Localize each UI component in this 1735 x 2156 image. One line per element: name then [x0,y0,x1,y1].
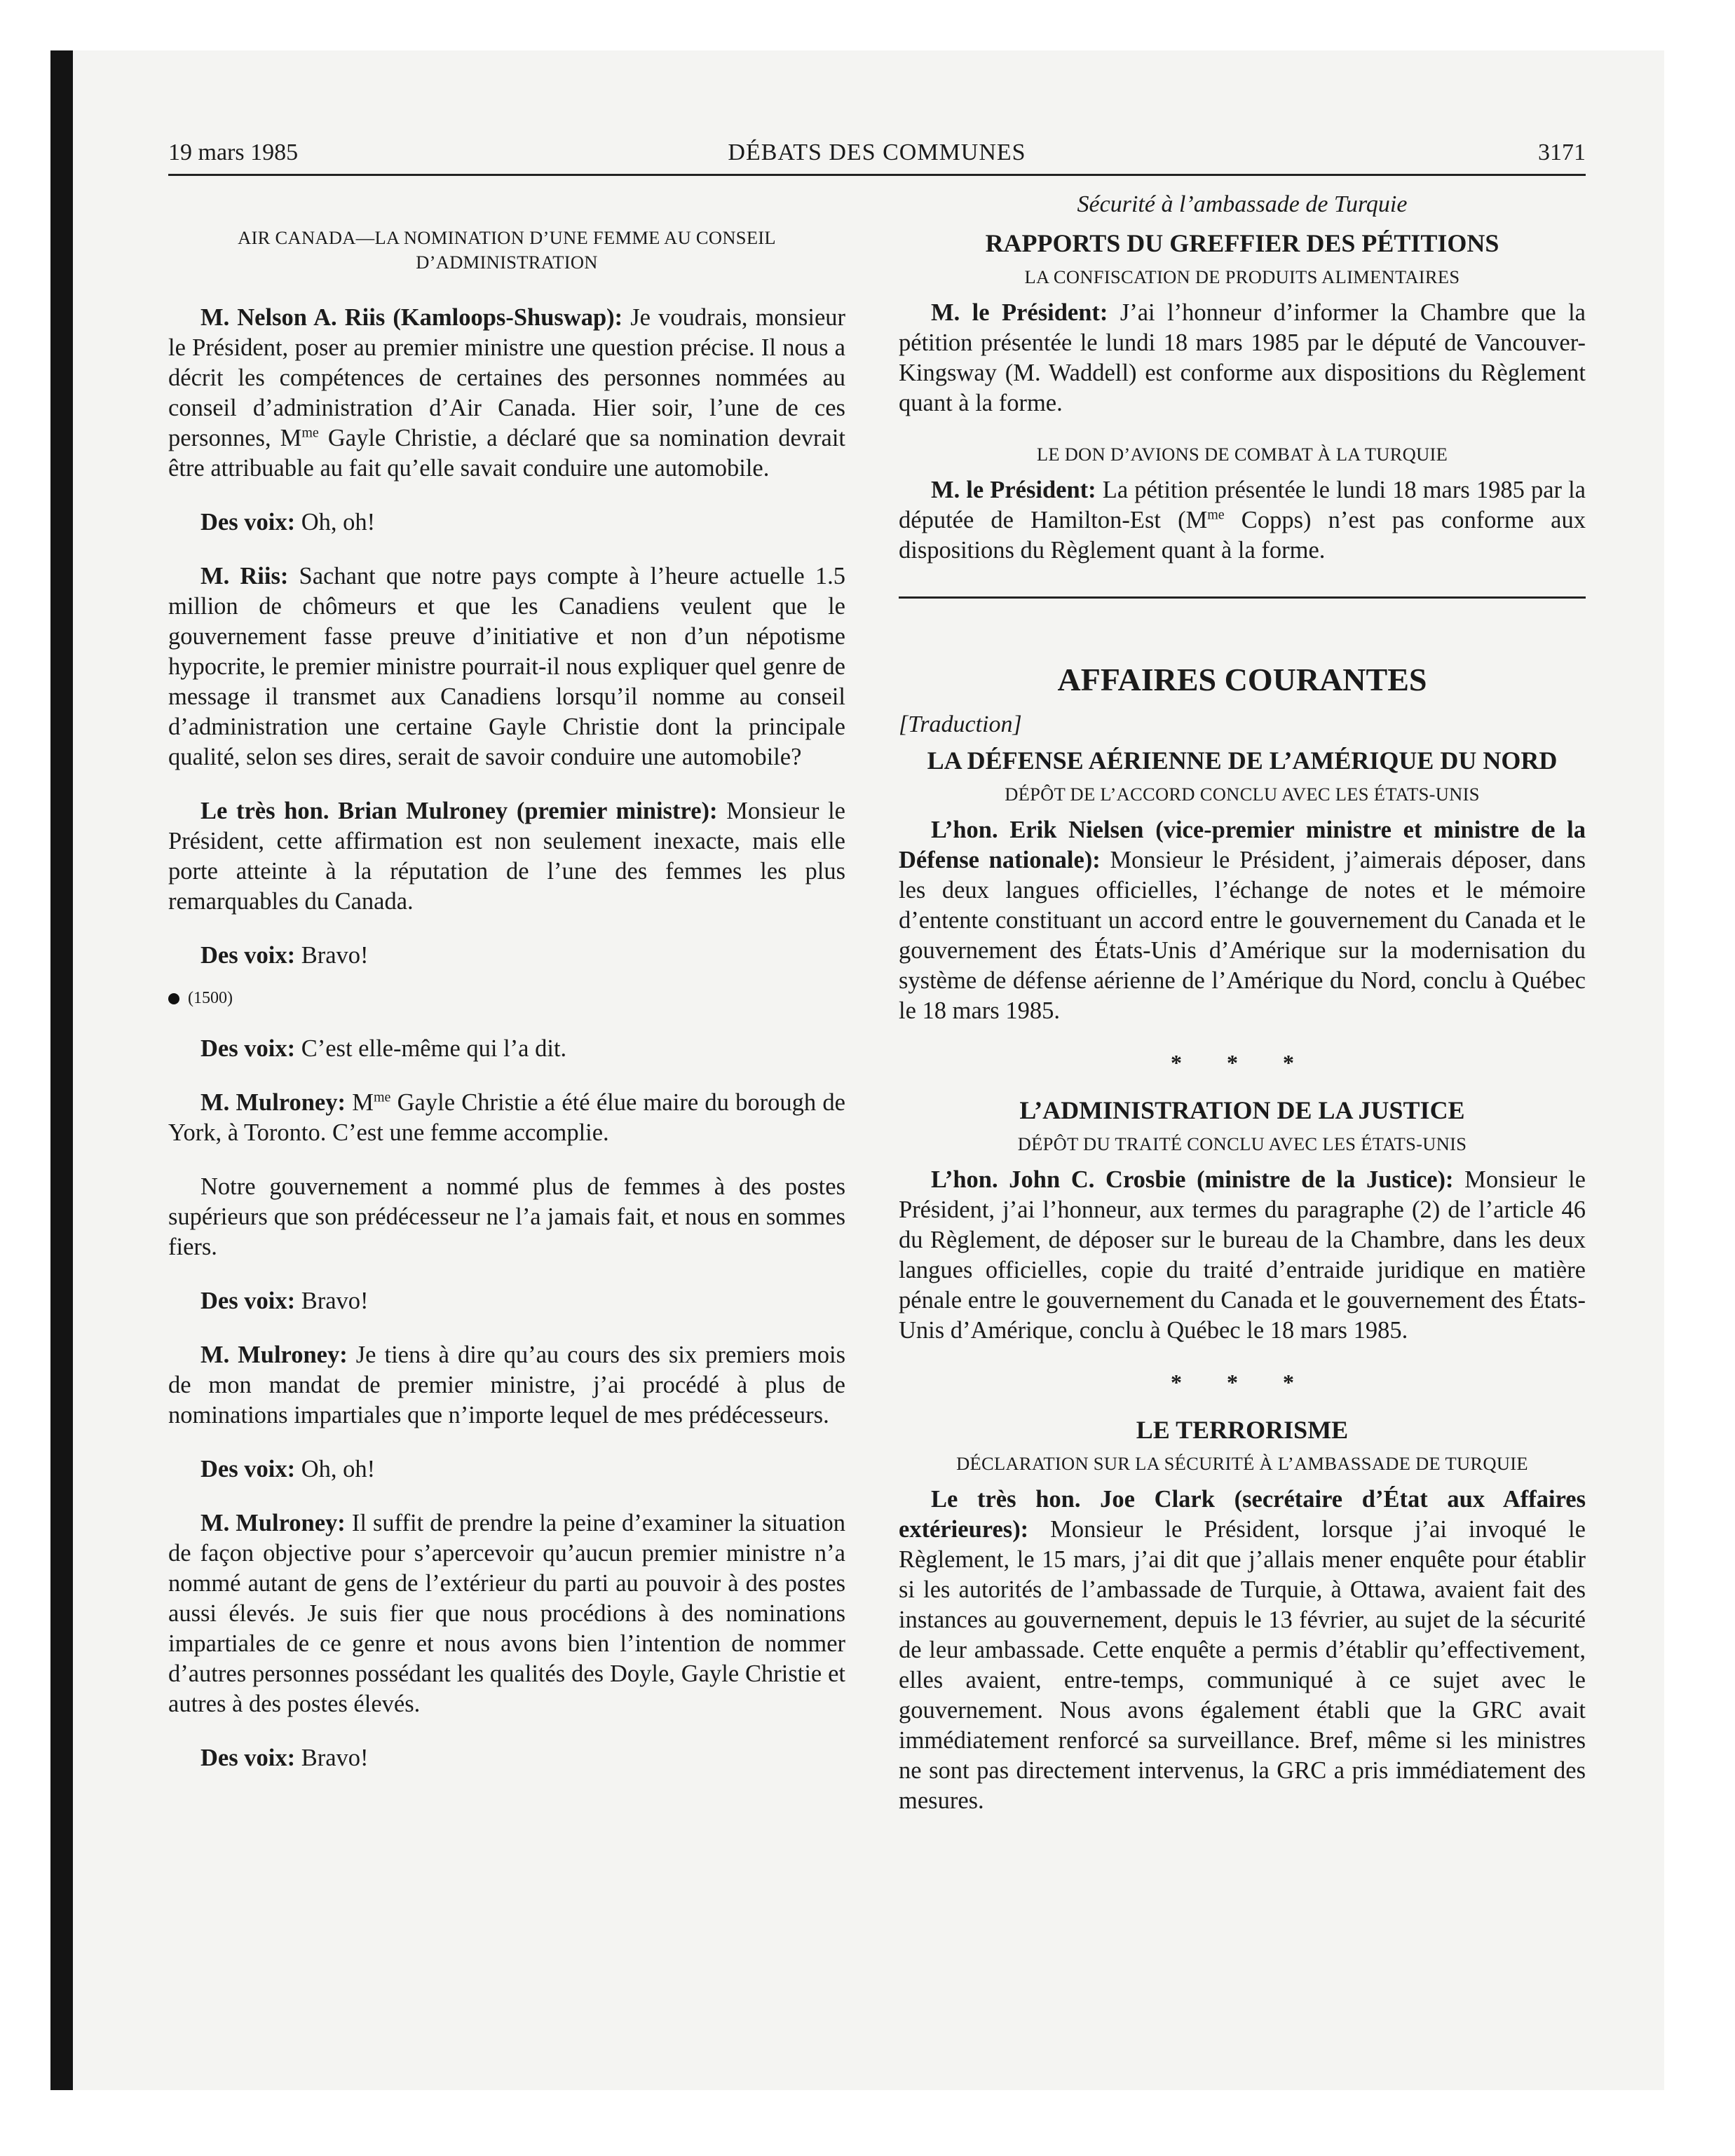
affaires-courantes-heading: AFFAIRES COURANTES [1057,662,1427,697]
subheading-avions: LE DON D’AVIONS DE COMBAT À LA TURQUIE [1036,444,1448,465]
justice-heading: L’ADMINISTRATION DE LA JUSTICE [1019,1096,1465,1124]
subheading-confiscation: LA CONFISCATION DE PRODUITS ALIMENTAIRES [1024,266,1460,287]
paragraph-riis-followup: M. Riis: Sachant que notre pays compte à l’heure actuelle 1.5 million de chômeurs et que les Canadiens veulent que le gouvernement fasse preuve d’initiative et non d’un népotisme hypocrite, le premier ministre pourrait-il nous expliquer quel genre de message il transmet aux Canadiens lorsqu’il nomme au conseil d’administration une certaine Gayle Christie dont la principale qualité, selon ses dires, serait de savoir conduire une automobile? [168,563,845,770]
paragraph-interjection: Des voix: Bravo! [200,1288,369,1314]
scan-border [50,50,73,2090]
header-title: DÉBATS DES COMMUNES [728,139,1026,165]
paragraph-nielsen: L’hon. Erik Nielsen (vice-premier ministre et ministre de la Défense nationale): Monsieur le Président, j’aimerais déposer, dans les deux langues officielles, l’échange de notes et le mémoire d’entente constituant un accord entre le gouvernement du Canada et le gouvernement des États-Unis d’Amérique sur la modernisation du système de défense aérienne de l’Amérique du Nord, conclu à Québec le 18 mars 1985. [899,817,1586,1024]
header-date: 19 mars 1985 [168,139,299,165]
rapports-heading: RAPPORTS DU GREFFIER DES PÉTITIONS [985,229,1499,257]
paragraph-mulroney-women: Notre gouvernement a nommé plus de femmes à des postes supérieurs que son prédécesseur ne l’a jamais fait, et nous en sommes fiers. [168,1173,845,1260]
subheading-traite: DÉPÔT DU TRAITÉ CONCLU AVEC LES ÉTATS-UNIS [1017,1133,1467,1154]
page-header [168,137,1586,176]
paragraph-petition-1: M. le Président: J’ai l’honneur d’informer la Chambre que la pétition présentée le lundi 18 mars 1985 par le député de Vancouver-Kingsway (M. Waddell) est conforme aux dispositions du Règlement quant à la forme. [899,299,1586,416]
paragraph-riis-question: M. Nelson A. Riis (Kamloops-Shuswap): Je voudrais, monsieur le Président, poser au premier ministre une question précise. Il nous a décrit les compétences de certaines des personnes nommées au conseil d’administration d’Air Canada. Hier soir, l’une de ces personnes, $M^{me}$ Gayle Christie, a déclaré que sa nomination devrait être attribuable au fait qu’elle savait conduire une automobile. [168,304,845,482]
paragraph-interjection: Des voix: Oh, oh! [200,509,376,535]
right-column [899,189,1586,1840]
left-column [168,189,845,1797]
subheading-accord: DÉPÔT DE L’ACCORD CONCLU AVEC LES ÉTATS-UNIS [1005,784,1480,805]
terrorisme-heading: LE TERRORISME [1136,1416,1349,1444]
traduction-note: [Traduction] [899,711,1022,737]
section-separator-stars: * * * [1171,1370,1314,1395]
section-divider [899,596,1586,599]
paragraph-interjection: Des voix: Oh, oh! [200,1456,376,1482]
section-heading-air-canada: AIR CANADA—LA NOMINATION D’UNE FEMME AU CONSEIL D’ADMINISTRATION [238,227,776,273]
paragraph-interjection: Des voix: Bravo! [200,942,369,969]
paragraph-petition-2: M. le Président: La pétition présentée le lundi 18 mars 1985 par la députée de Hamilton-Est ($M^{me}$ Copps) n’est pas conforme aux dispositions du Règlement quant à la forme. [899,477,1586,564]
paragraph-clark: Le très hon. Joe Clark (secrétaire d’État aux Affaires extérieures): Monsieur le Président, lorsque j’ai invoqué le Règlement, le 15 mars, j’ai dit que j’allais mener enquête pour établir si les autorités de l’ambassade de Turquie, à Ottawa, avaient fait des instances au gouvernement, depuis le 13 février, au sujet de la sécurité de leur ambassade. Cette enquête a permis d’établir qu’effectivement, elles avaient, entre-temps, communiqué à ce sujet avec le gouvernement. Nous avons également établi que la GRC avait immédiatement renforcé sa surveillance. Bref, même si les ministres ne sont pas directement intervenus, la GRC a pris immédiatement des mesures. [899,1486,1586,1814]
paragraph-interjection: Des voix: Bravo! [200,1745,369,1771]
timestamp-marker: (1500) [168,986,845,1010]
defense-heading: LA DÉFENSE AÉRIENNE DE L’AMÉRIQUE DU NORD [927,746,1558,775]
paragraph-interjection: Des voix: C’est elle-même qui l’a dit. [200,1035,567,1062]
italic-section-heading: Sécurité à l’ambassade de Turquie [1077,191,1408,217]
section-separator-stars: * * * [1171,1050,1314,1075]
paragraph-mulroney-christie: M. Mulroney: $M^{me}$ Gayle Christie a été élue maire du borough de York, à Toronto. C’est une femme accomplie. [168,1089,845,1146]
header-page-number: 3171 [1538,139,1586,165]
speaker: M. Nelson A. Riis (Kamloops-Shuswap): [200,304,623,331]
paragraph-mulroney-reply: Le très hon. Brian Mulroney (premier ministre): Monsieur le Président, cette affirmation est non seulement inexacte, mais elle porte atteinte à la réputation de l’une des femmes les plus remarquables du Canada. [168,798,845,915]
subheading-declaration: DÉCLARATION SUR LA SÉCURITÉ À L’AMBASSADE DE TURQUIE [956,1453,1528,1474]
paragraph-mulroney-nominations: M. Mulroney: Je tiens à dire qu’au cours des six premiers mois de mon mandat de premier ministre, j’ai procédé à plus de nominations impartiales que n’importe lequel de mes prédécesseurs. [168,1342,845,1428]
bullet-icon [168,993,179,1004]
paragraph-mulroney-objective: M. Mulroney: Il suffit de prendre la peine d’examiner la situation de façon objective pour s’apercevoir qu’aucun premier ministre n’a nommé autant de gens de l’extérieur du parti au pouvoir à des postes aussi élevés. Je suis fier que nous procédions à des nominations impartiales de ce genre et nous avons bien l’intention de nommer d’autres personnes possédant les qualités des Doyle, Gayle Christie et autres à des postes élevés. [168,1510,845,1717]
paragraph-crosbie: L’hon. John C. Crosbie (ministre de la Justice): Monsieur le Président, j’ai l’honneur, aux termes du paragraphe (2) de l’article 46 du Règlement, de déposer sur le bureau de la Chambre, dans les deux langues officielles, copie du traité d’entraide juridique en matière pénale entre le gouvernement du Canada et le gouvernement des États-Unis d’Amérique, conclu à Québec le 18 mars 1985. [899,1166,1586,1344]
